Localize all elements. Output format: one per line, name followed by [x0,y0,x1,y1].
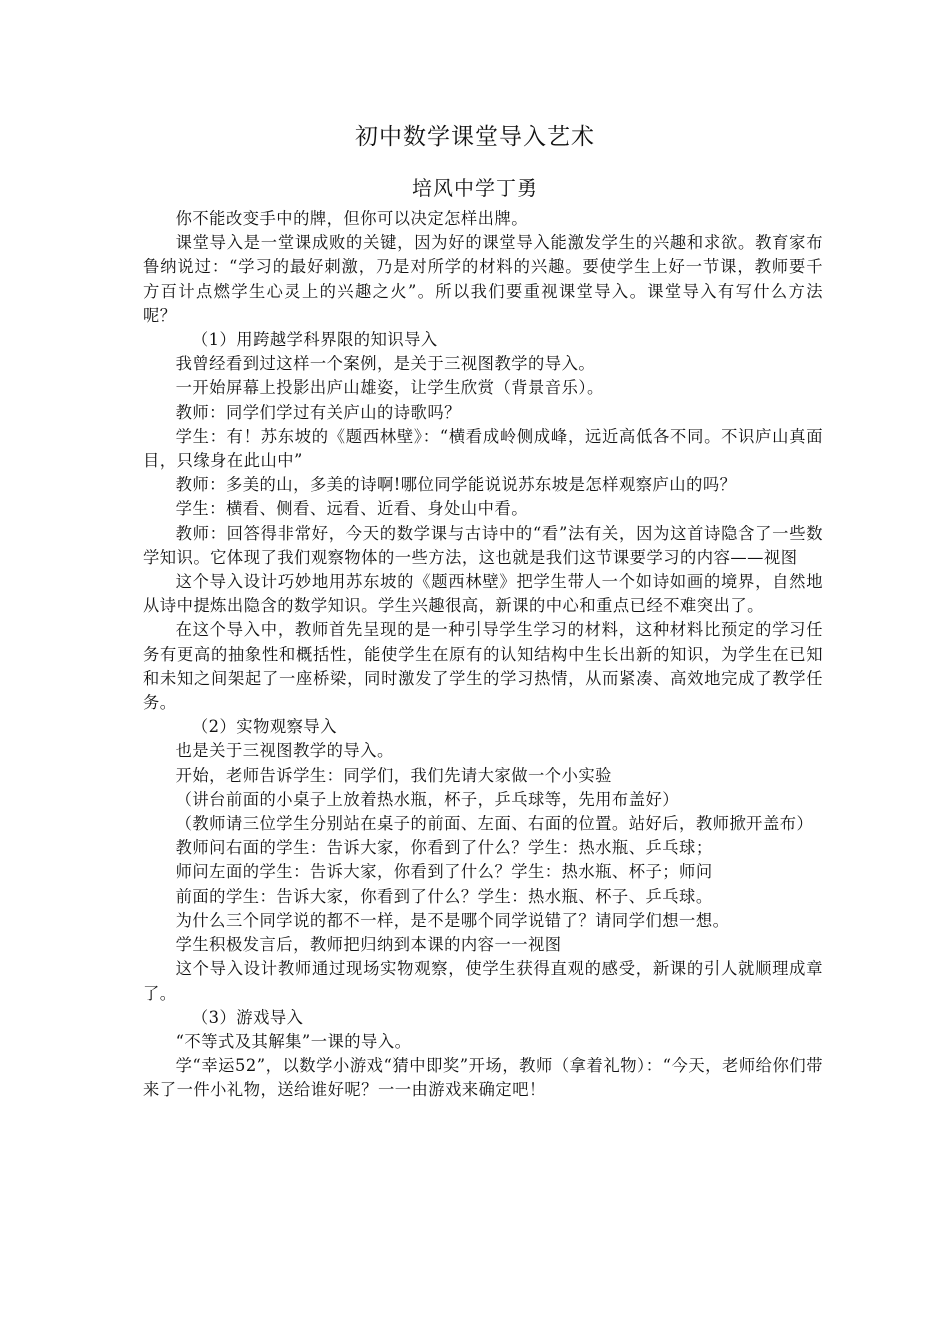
paragraph: （教师请三位学生分别站在桌子的前面、左面、右面的位置。站好后，教师掀开盖布） [175,814,814,834]
dialogue-line: 前面的学生：告诉大家，你看到了什么？学生：热水瓶、杯子、乒乓球。 [175,886,713,906]
paragraph: 这个导入设计教师通过现场实物观察，使学生获得直观的感受，新课的引人就顺理成章了。 [143,959,823,1003]
paragraph: （讲台前面的小桌子上放着热水瓶，杯子，乒乓球等，先用布盖好） [175,789,680,809]
paragraph: 这个导入设计巧妙地用苏东坡的《题西林壁》把学生带人一个如诗如画的境界，自然地从诗中提炼出隐含的数学知识。学生兴趣很高，新课的中心和重点已经不难突出了。 [143,572,823,616]
section-heading-1: （1）用跨越学科界限的知识导入 [191,330,438,350]
document-title: 初中数学课堂导入艺术 [355,124,595,150]
paragraph: 在这个导入中，教师首先呈现的是一种引导学生学习的材料，这种材料比预定的学习任务有更高的抽象性和概括性，能使学生在原有的认知结构中生长出新的知识，为学生在已知和未知之间架起了一座桥梁，同时激发了学生的学习热情，从而紧凑、高效地完成了教学任务。 [143,620,823,713]
dialogue-line: 教师：回答得非常好，今天的数学课与古诗中的“看”法有关，因为这首诗隐含了一些数学知识。它体现了我们观察物体的一些方法，这也就是我们这节课要学习的内容——视图 [143,523,823,567]
dialogue-line: 学生：有！苏东坡的《题西林壁》：“横看成岭侧成峰，远近高低各不同。不识庐山真面目，只缘身在此山中” [143,426,823,471]
paragraph-opening-quote: 你不能改变手中的牌，但你可以决定怎样出牌。 [175,209,529,228]
paragraph: 学“幸运52”，以数学小游戏“猜中即奖”开场，教师（拿着礼物）：“今天，老师给你们带来了一件小礼物，送给谁好呢？一一由游戏来确定吧！ [143,1056,823,1100]
paragraph: 为什么三个同学说的都不一样，是不是哪个同学说错了？请同学们想一想。 [175,910,730,930]
paragraph: 开始，老师告诉学生：同学们，我们先请大家做一个小实验 [175,765,612,785]
dialogue-line: 教师问右面的学生：告诉大家，你看到了什么？学生：热水瓶、乒乓球； [175,838,713,858]
paragraph: 一开始屏幕上投影出庐山雄姿，让学生欣赏（背景音乐）。 [175,378,604,398]
paragraph-intro: 课堂导入是一堂课成败的关键，因为好的课堂导入能激发学生的兴趣和求欲。教育家布鲁纳说过：“学习的最好刺激，乃是对所学的材料的兴趣。要使学生上好一节课，教师要千方百计点燃学生心灵上的兴趣之火”。所以我们要重视课堂导入。课堂导入有写什么方法呢？ [143,233,823,325]
paragraph: 我曾经看到过这样一个案例，是关于三视图教学的导入。 [175,354,596,374]
paragraph: “不等式及其解集”一课的导入。 [175,1031,412,1051]
paragraph: 也是关于三视图教学的导入。 [175,741,394,761]
dialogue-line: 学生：横看、侧看、远看、近看、身处山中看。 [175,499,529,519]
section-heading-3: （3）游戏导入 [191,1007,304,1027]
dialogue-line: 教师：多美的山，多美的诗啊!哪位同学能说说苏东坡是怎样观察庐山的吗？ [175,475,737,495]
section-heading-2: （2）实物观察导入 [191,717,338,737]
document-body [143,207,823,1103]
paragraph: 学生积极发言后，教师把归纳到本课的内容一一视图 [175,935,562,955]
document-author: 培风中学丁勇 [412,176,538,200]
dialogue-line: 教师：同学们学过有关庐山的诗歌吗？ [175,402,461,422]
dialogue-line: 师问左面的学生：告诉大家，你看到了什么？学生：热水瓶、杯子；师问 [175,862,713,882]
